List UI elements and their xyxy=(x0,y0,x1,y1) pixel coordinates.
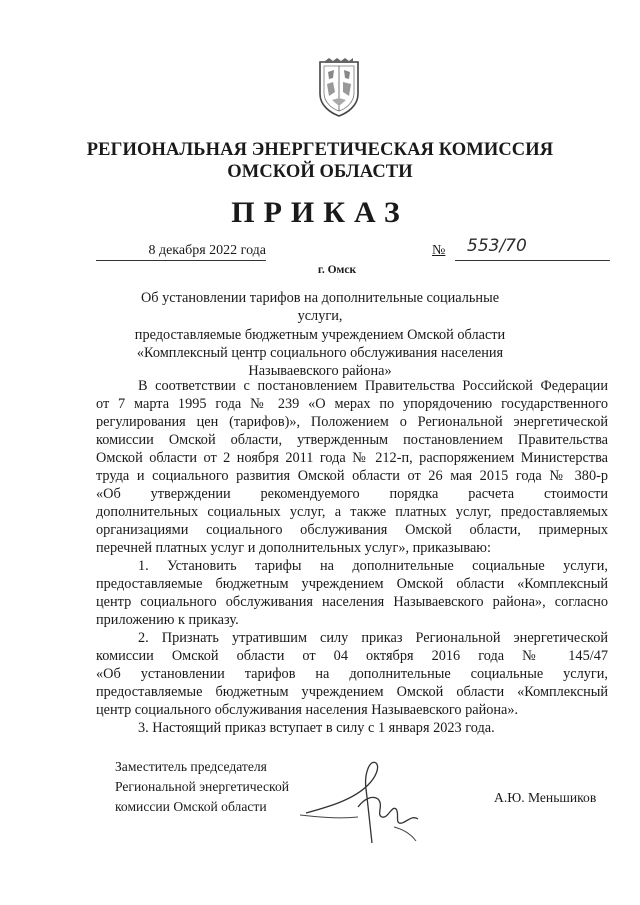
body-line: труда и социального развития Омской области от 26 мая 2015 года № 380-р xyxy=(96,468,608,484)
document-number-label: № xyxy=(432,243,446,258)
organization-title-line2: ОМСКОЙ ОБЛАСТИ xyxy=(227,162,413,182)
body-line: центр социального обслуживания населения Называевского района», согласно xyxy=(96,594,608,610)
coat-of-arms-icon xyxy=(317,58,361,118)
body-line: дополнительных социальных услуг, а также платных услуг, предоставляемых xyxy=(96,504,608,520)
signatory-position xyxy=(115,757,289,817)
subject-line: «Комплексный центр социального обслуживания населения xyxy=(136,344,504,361)
body-line: предоставляемые бюджетным учреждением Омской области «Комплексный xyxy=(96,684,608,700)
body-line: В соответствии с постановлением Правительства Российской Федерации xyxy=(138,378,608,394)
body-line: 1. Установить тарифы на дополнительные социальные услуги, xyxy=(138,558,608,574)
subject-line: Об установлении тарифов на дополнительные социальные услуги, xyxy=(140,290,500,325)
body-line: «Об утверждении рекомендуемого порядка расчета стоимости xyxy=(96,486,608,502)
signatory-position-line: комиссии Омской области xyxy=(115,799,267,814)
signatory-name: А.Ю. Меньшиков xyxy=(494,790,597,805)
document-city: г. Омск xyxy=(317,264,357,276)
handwritten-signature xyxy=(298,755,428,850)
document-date: 8 декабря 2022 года xyxy=(96,243,266,261)
body-line: центр социального обслуживания населения Называевского района». xyxy=(96,702,519,718)
body-line: комиссии Омской области от 04 октября 2016 года № 145/47 xyxy=(96,648,608,664)
body-line: 2. Признать утратившим силу приказ Региональной энергетической xyxy=(138,630,608,646)
document-type-title: ПРИКАЗ xyxy=(231,196,409,229)
body-line: «Об установлении тарифов на дополнительные социальные услуги, xyxy=(96,666,608,682)
subject-line: предоставляемые бюджетным учреждением Омской области xyxy=(134,326,506,343)
document-number: 553/70 xyxy=(455,236,610,261)
body-line: 3. Настоящий приказ вступает в силу с 1 января 2023 года. xyxy=(138,720,495,736)
body-line: перечней платных услуг и дополнительных услуг», приказываю: xyxy=(96,540,491,556)
body-line: комиссии Омской области, утвержденным постановлением Правительства xyxy=(96,432,608,448)
signatory-position-line: Заместитель председателя xyxy=(115,759,267,774)
body-line: Омской области от 2 ноября 2011 года № 212-п, распоряжением Министерства xyxy=(96,450,608,466)
subject-line: Называевского района» xyxy=(248,363,392,380)
body-line: регулирования цен (тарифов)», Положением о Региональной энергетической xyxy=(96,414,608,430)
body-line: организациями социального обслуживания Омской области, примерных xyxy=(96,522,608,538)
signatory-position-line: Региональной энергетической xyxy=(115,779,290,794)
body-line: приложению к приказу. xyxy=(96,612,239,628)
body-line: предоставляемые бюджетным учреждением Омской области «Комплексный xyxy=(96,576,608,592)
body-line: от 7 марта 1995 года № 239 «О мерах по упорядочению государственного xyxy=(96,396,608,412)
document-subject xyxy=(120,289,520,380)
organization-title-line1: РЕГИОНАЛЬНАЯ ЭНЕРГЕТИЧЕСКАЯ КОМИССИЯ xyxy=(86,140,554,160)
